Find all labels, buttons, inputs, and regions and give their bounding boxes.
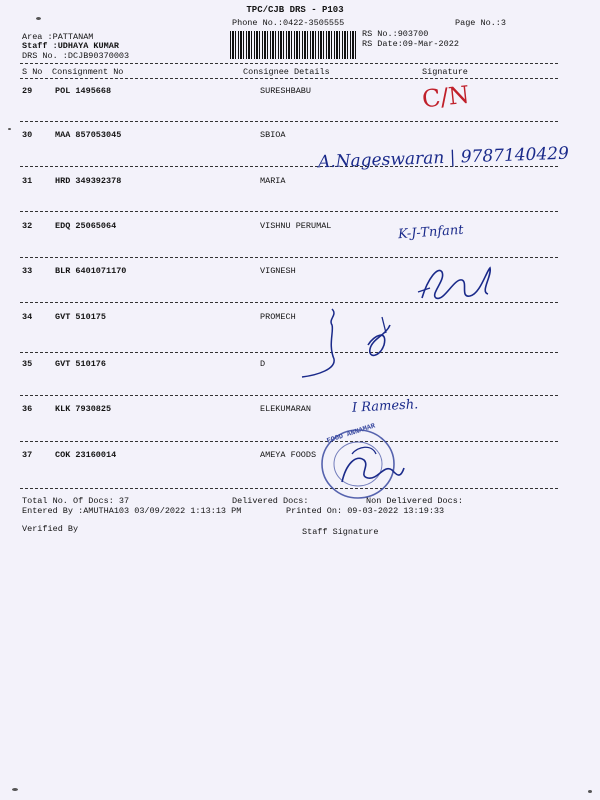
row-sno: 36 (22, 404, 33, 414)
row-consignment: POL 1495668 (55, 86, 112, 96)
total-docs: Total No. Of Docs: 37 (22, 496, 130, 506)
row-consignee: VISHNU PERUMAL (260, 221, 332, 231)
row-divider (20, 211, 558, 212)
signature-row-34-35-scribble (298, 305, 408, 385)
signature-row-30: A.Nageswaran | 9787140429 (317, 143, 570, 173)
row-sno: 29 (22, 86, 33, 96)
stamp-text: FOOD ANNAMAR (325, 422, 377, 446)
row-consignee: AMEYA FOODS (260, 450, 317, 460)
row-consignee: D (260, 359, 266, 369)
row-sno: 31 (22, 176, 33, 186)
row-divider (20, 121, 558, 122)
printed-on: Printed On: 09-03-2022 13:19:33 (286, 506, 445, 516)
row-sno: 32 (22, 221, 33, 231)
delivered-docs: Delivered Docs: (232, 496, 309, 506)
row-divider (20, 441, 558, 442)
scan-speck (36, 17, 41, 20)
page-number: Page No.:3 (455, 18, 507, 28)
barcode (230, 31, 356, 59)
row-consignment: MAA 857053045 (55, 130, 122, 140)
rs-date: RS Date:09-Mar-2022 (362, 39, 459, 49)
staff-signature-label: Staff Signature (302, 527, 379, 537)
column-consignment: Consignment No (52, 67, 124, 77)
area-label: Area :PATTANAM (22, 32, 94, 42)
row-consignment: EDQ 25065064 (55, 221, 117, 231)
document-title: TPC/CJB DRS - P103 (246, 5, 344, 15)
row-consignee: VIGNESH (260, 266, 296, 276)
row-sno: 33 (22, 266, 33, 276)
phone-number: Phone No.:0422-3505555 (232, 18, 345, 28)
row-sno: 34 (22, 312, 33, 322)
column-signature: Signature (422, 67, 468, 77)
row-consignee: MARIA (260, 176, 286, 186)
company-stamp (312, 424, 410, 504)
rs-number: RS No.:903700 (362, 29, 429, 39)
row-consignment: GVT 510175 (55, 312, 107, 322)
row-divider (20, 352, 558, 353)
signature-row-29: C/N (420, 80, 471, 114)
row-sno: 37 (22, 450, 33, 460)
scan-speck (12, 788, 18, 791)
scan-speck (588, 790, 592, 793)
row-consignee: SBIOA (260, 130, 286, 140)
signature-row-33-scribble (410, 258, 500, 306)
row-consignment: HRD 349392378 (55, 176, 122, 186)
column-divider (20, 78, 558, 79)
row-consignment: KLK 7930825 (55, 404, 112, 414)
row-sno: 30 (22, 130, 33, 140)
non-delivered-docs: Non Delivered Docs: (366, 496, 463, 506)
row-consignee: ELEKUMARAN (260, 404, 312, 414)
row-consignee: PROMECH (260, 312, 296, 322)
row-consignment: BLR 6401071170 (55, 266, 127, 276)
row-divider (20, 395, 558, 396)
row-consignment: COK 23160014 (55, 450, 117, 460)
drs-number: DRS No. :DCJB90370003 (22, 51, 130, 61)
row-consignment: GVT 510176 (55, 359, 107, 369)
verified-by: Verified By (22, 524, 79, 534)
staff-label: Staff :UDHAYA KUMAR (22, 41, 119, 51)
header-divider (20, 63, 558, 64)
signature-row-36: I Ramesh. (351, 397, 419, 416)
scan-speck (8, 128, 11, 130)
column-consignee: Consignee Details (243, 67, 330, 77)
row-consignee: SURESHBABU (260, 86, 312, 96)
table-bottom-divider (20, 488, 558, 489)
signature-row-32: K-J-Tnfant (397, 222, 464, 243)
column-sno: S No (22, 67, 43, 77)
entered-by: Entered By :AMUTHA103 03/09/2022 1:13:13 PM (22, 506, 242, 516)
row-sno: 35 (22, 359, 33, 369)
